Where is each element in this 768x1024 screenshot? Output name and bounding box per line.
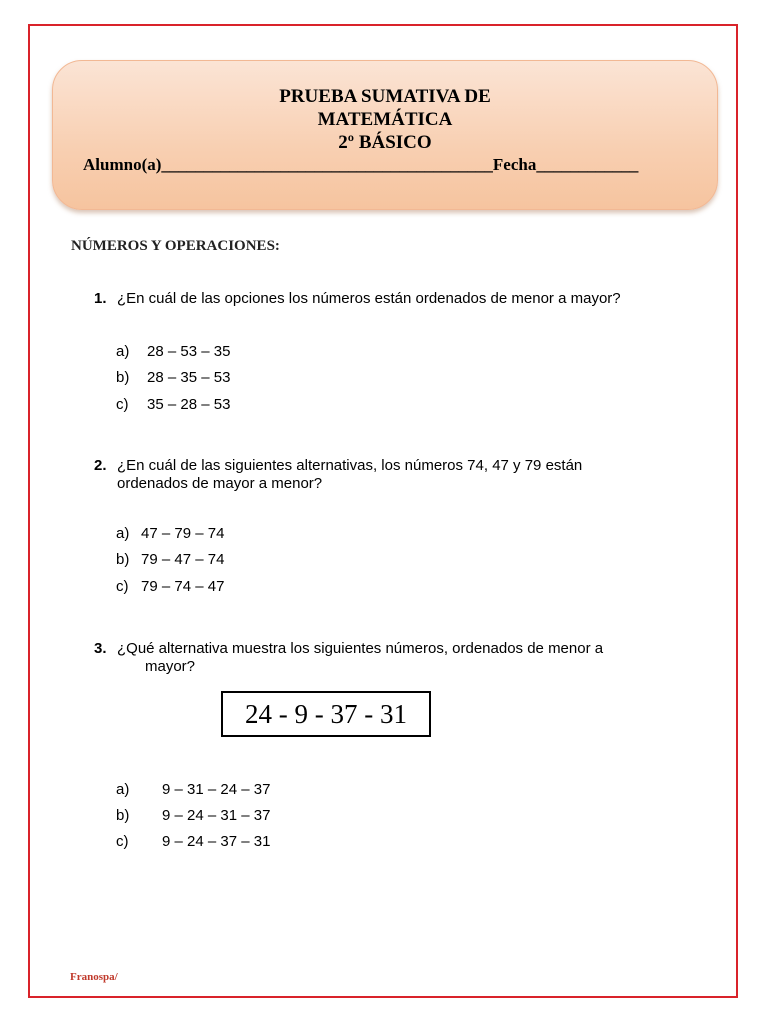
- q1-option-b-label[interactable]: b): [116, 369, 130, 386]
- question-2-text-line1: ¿En cuál de las siguientes alternativas, los números 74, 47 y 79 están: [117, 457, 583, 474]
- q1-option-c-text: 35 – 28 – 53: [147, 396, 231, 413]
- date-label: Fecha: [492, 155, 537, 174]
- q3-option-a-label[interactable]: a): [116, 781, 130, 798]
- q3-option-b-text: 9 – 24 – 31 – 37: [162, 807, 271, 824]
- student-name-blank[interactable]: _______________________________________: [161, 155, 493, 174]
- footer-credit: Franospa/: [70, 971, 118, 983]
- title-line-2: MATEMÁTICA: [317, 109, 453, 130]
- question-2-text-line2: ordenados de mayor a menor?: [117, 475, 323, 492]
- student-label: Alumno(a): [83, 155, 162, 174]
- title-line-1: PRUEBA SUMATIVA DE: [279, 86, 491, 107]
- q2-option-c-text: 79 – 74 – 47: [141, 578, 225, 595]
- question-1-text: ¿En cuál de las opciones los números están ordenados de menor a mayor?: [117, 290, 621, 307]
- q1-option-a-label[interactable]: a): [116, 343, 130, 360]
- q3-option-c-text: 9 – 24 – 37 – 31: [162, 833, 271, 850]
- q2-option-a-text: 47 – 79 – 74: [141, 525, 225, 542]
- q2-option-c-label[interactable]: c): [116, 578, 129, 595]
- header-box: [52, 60, 718, 210]
- q2-option-b-text: 79 – 47 – 74: [141, 551, 225, 568]
- q1-option-c-label[interactable]: c): [116, 396, 129, 413]
- q2-option-a-label[interactable]: a): [116, 525, 130, 542]
- boxed-numbers: 24 - 9 - 37 - 31: [221, 691, 431, 737]
- date-blank[interactable]: ____________: [536, 155, 639, 174]
- title-line-3: 2º BÁSICO: [338, 132, 432, 153]
- student-date-line: [83, 155, 638, 175]
- q2-option-b-label[interactable]: b): [116, 551, 130, 568]
- question-1-number: 1.: [94, 290, 107, 307]
- question-3-text-line1: ¿Qué alternativa muestra los siguientes números, ordenados de menor a: [117, 640, 604, 657]
- q1-option-b-text: 28 – 35 – 53: [147, 369, 231, 386]
- q1-option-a-text: 28 – 53 – 35: [147, 343, 231, 360]
- q3-option-b-label[interactable]: b): [116, 807, 130, 824]
- question-2-number: 2.: [94, 457, 107, 474]
- question-3-number: 3.: [94, 640, 107, 657]
- q3-option-a-text: 9 – 31 – 24 – 37: [162, 781, 271, 798]
- question-3-text-line2: mayor?: [145, 658, 196, 675]
- q3-option-c-label[interactable]: c): [116, 833, 129, 850]
- section-title: NÚMEROS Y OPERACIONES:: [71, 238, 280, 254]
